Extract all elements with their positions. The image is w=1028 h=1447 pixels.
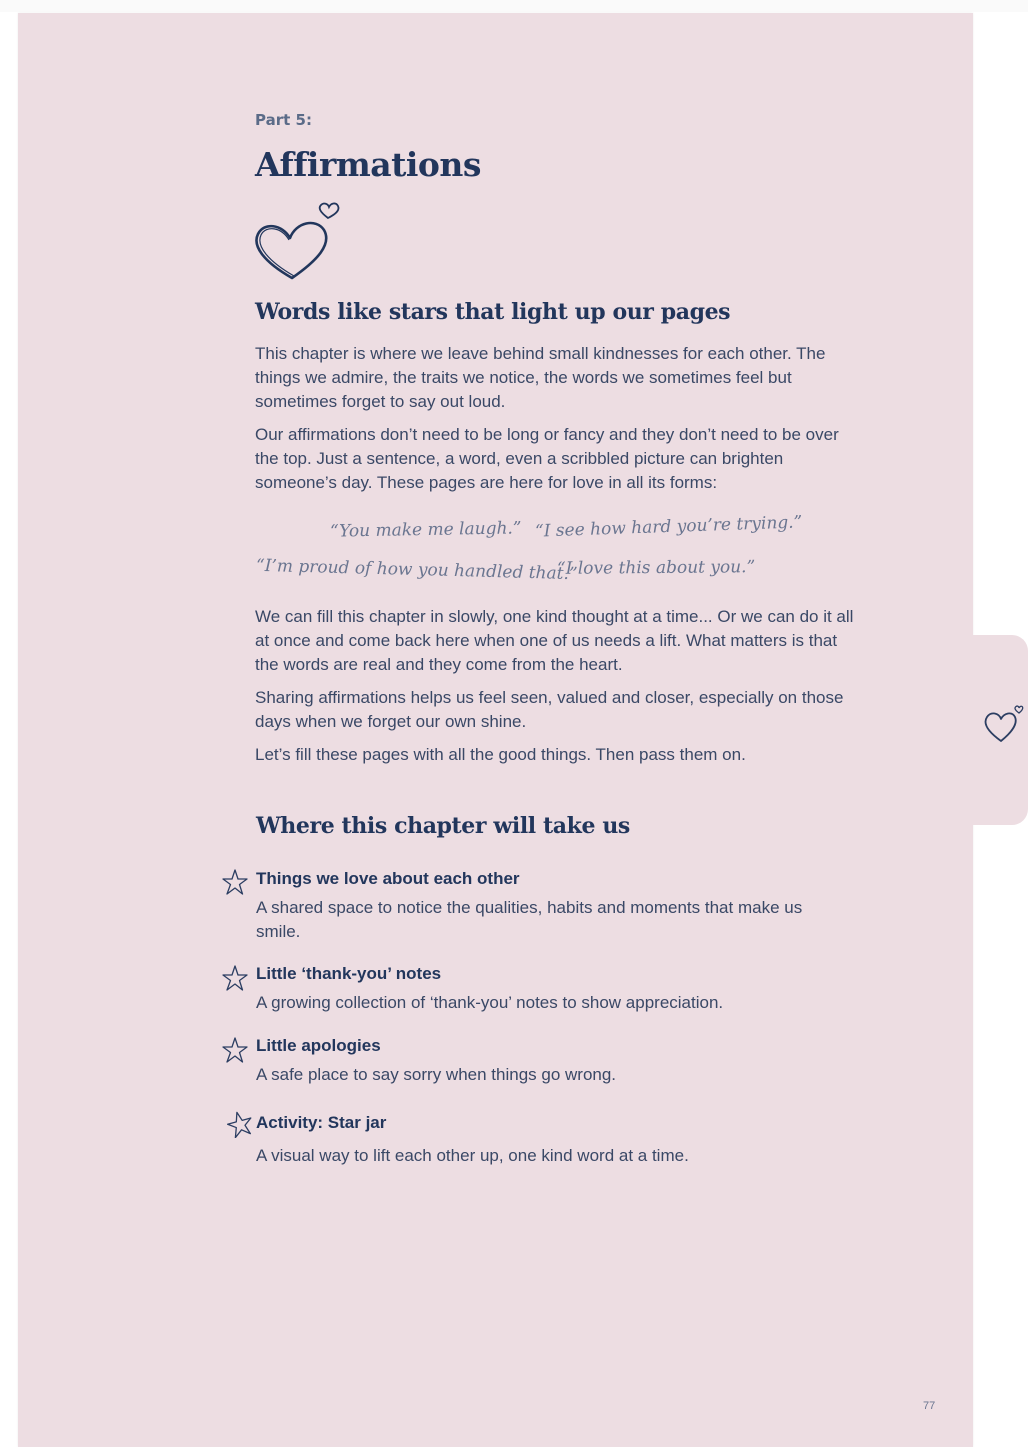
page-title: Affirmations: [255, 145, 481, 184]
section-heading-words: Words like stars that light up our pages: [255, 299, 731, 325]
tab-hearts-icon: [981, 703, 1027, 749]
paragraph-closing: Let’s fill these pages with all the good things. Then pass them on.: [255, 745, 746, 764]
handwritten-quote: “You make me laugh.”: [329, 518, 522, 542]
page-number: 77: [923, 1400, 936, 1412]
handwritten-quote: “I see how hard you’re trying.”: [534, 512, 803, 542]
chapter-item-desc: A visual way to lift each other up, one kind word at a time.: [256, 1146, 689, 1165]
chapter-item-title: Activity: Star jar: [256, 1113, 387, 1132]
chapter-tab[interactable]: [973, 635, 1028, 825]
paragraph-intro: This chapter is where we leave behind small kindnesses for each other. The things we admire, the traits we notice, the words we sometimes feel but sometimes forget to say out loud.: [255, 344, 826, 411]
star-icon: [221, 964, 249, 992]
paragraph-sharing: Sharing affirmations helps us feel seen, valued and closer, especially on those days when we forget our own shine.: [255, 688, 844, 731]
handwritten-quote: “I’m proud of how you handled that.”: [255, 555, 578, 585]
chapter-item-title: Little ‘thank-you’ notes: [256, 964, 442, 983]
chapter-item-title: Things we love about each other: [256, 869, 520, 888]
star-icon: [226, 1110, 254, 1138]
star-icon: [221, 1036, 249, 1064]
star-icon: [221, 868, 249, 896]
hearts-icon: [250, 198, 345, 283]
chapter-item-title: Little apologies: [256, 1036, 381, 1055]
chapter-item-desc: A growing collection of ‘thank-you’ notes to show appreciation.: [256, 993, 724, 1012]
paragraph-fill-slowly: We can fill this chapter in slowly, one kind thought at a time... Or we can do it all at once and come back here when one of us needs a lift. What matters is that the words are real and they come from the heart.: [255, 607, 854, 674]
chapter-item-desc: A safe place to say sorry when things go wrong.: [256, 1065, 617, 1084]
section-heading-chapter: Where this chapter will take us: [256, 813, 630, 839]
chapter-item-desc: A shared space to notice the qualities, habits and moments that make us smile.: [256, 898, 803, 941]
viewer-top-strip: [0, 0, 1028, 12]
paragraph-affirmations: Our affirmations don’t need to be long or fancy and they don’t need to be over the top. Just a sentence, a word, even a scribbled picture can brighten someone’s day. These pages are here for love in all its forms:: [255, 425, 839, 492]
handwritten-quote: “I love this about you.”: [556, 557, 756, 579]
part-label: Part 5:: [255, 111, 312, 129]
